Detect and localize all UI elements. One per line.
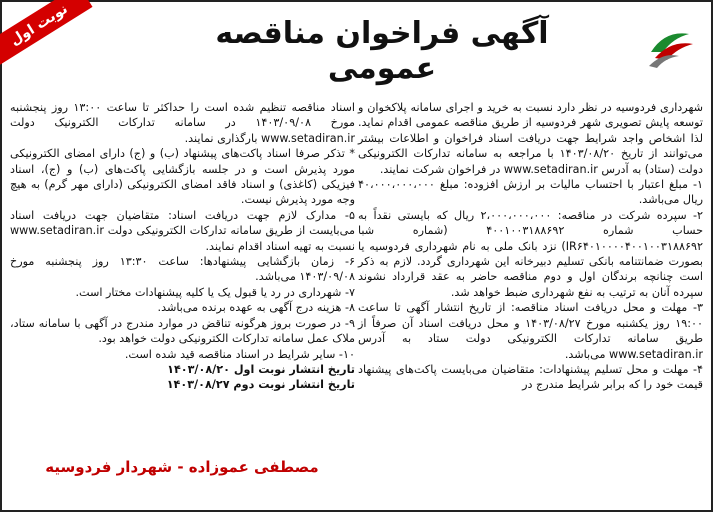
item-8-cost: ۸- هزینه درج آگهی به عهده برنده می‌باشد. <box>157 301 355 315</box>
first-publication-date: تاریخ انتشار نوبت اول ۱۴۰۳/۰۸/۲۰ <box>167 362 355 376</box>
right-column <box>358 100 703 393</box>
paragraph-intro: شهرداری فردوسیه در نظر دارد نسبت به خرید و اجرای سامانه پلاکخوان و توسعه پایش تصویری شهر فردوسیه از طریق مناقصه عمومی اقدام نماید. لذا اشخاص واجد شرایط جهت دریافت اسناد فراخوان و اطلاعات بیشتر می‌توانند از تاریخ ۱۴۰۳/۰۸/۲۰ با مراجعه به سامانه تدارکات الکترونیکی دولت (ستاد) به آدرس www.setadiran.ir در فراخوان شرکت نمایند. <box>358 101 703 176</box>
municipality-logo-icon <box>645 22 697 74</box>
second-publication-date: تاریخ انتشار نوبت دوم ۱۴۰۳/۰۸/۲۷ <box>166 378 355 392</box>
item-2-deposit: ۲- سپرده شرکت در مناقصه: ۲،۰۰۰،۰۰۰،۰۰۰ ریال که بایستی نقداً به حساب شماره ۴۰۰۱۰۰۳۱۸۸۶۹۲ (شماره شبا IR۶۴۰۱۰۰۰۰۴۰۰۱۰۰۳۱۸۸۶۹۲) نزد بانک ملی به نام شهرداری فردوسیه یا بصورت ضمانتنامه بانکی تسلیم دبیرخانه این شهرداری گردد. لازم به ذکر است چنانچه برندگان اول و دوم مناقصه حاضر به عقد قرارداد نشوند سپرده آنان به ترتیب به نفع شهرداری ضبط خواهد شد. <box>358 208 704 299</box>
item-5-requirements: ۵- مدارک لازم جهت دریافت اسناد: متقاضیان جهت دریافت اسناد می‌بایست از طریق سامانه تدارکات الکترونیکی دولت www.setadiran.ir نسبت به تهیه اسناد اقدام نمایند. <box>10 208 355 253</box>
item-9-conflict: ۹- در صورت بروز هرگونه تناقض در موارد مندرج در آگهی با سامانه ستاد، ملاک عمل سامانه تدارکات الکترونیکی دولت خواهد بود. <box>10 316 355 346</box>
left-column <box>10 100 355 393</box>
item-4-submission: ۴- مهلت و محل تسلیم پیشنهادات: متقاضیان می‌بایست پاکت‌های پیشنهاد قیمت خود را که برابر شرایط مندرج در <box>358 362 703 392</box>
first-publication-ribbon: نوبت اول <box>0 0 93 65</box>
note-electronic-signature: * تذکر صرفا اسناد پاکت‌های پیشنهاد (ب) و (ج) دارای امضای الکترونیکی مورد پذیرش است و در جلسه بازگشایی پاکت‌های (ب) و (ج)، اسناد فیزیکی (کاغذی) و اسناد فاقد امضای الکترونیکی (دارای مهر گرم) به هیچ وجه مورد پذیرش نیست. <box>10 147 355 207</box>
item-6-opening-time: ۶- زمان بازگشایی پیشنهادها: ساعت ۱۳:۳۰ روز پنجشنبه مورخ ۱۴۰۳/۰۹/۰۸ می‌باشد. <box>10 255 355 284</box>
signature: مصطفی عموزاده - شهردار فردوسیه <box>45 458 319 476</box>
page-title: آگهی فراخوان مناقصه عمومی <box>215 16 549 86</box>
item-10-other: ۱۰- سایر شرایط در اسناد مناقصه قید شده است. <box>124 347 355 361</box>
submission-continued: اسناد مناقصه تنظیم شده است را حداکثر تا ساعت ۱۳:۰۰ روز پنجشنبه مورخ ۱۴۰۳/۰۹/۰۸ در سامانه تدارکات الکترونیک دولت www.setadiran.ir بارگذاری نمایند. <box>10 101 355 145</box>
item-7-rights: ۷- شهرداری در رد یا قبول یک یا کلیه پیشنهادات مختار است. <box>75 285 355 299</box>
item-3-documents: ۳- مهلت و محل دریافت اسناد مناقصه: از تاریخ انتشار آگهی تا ساعت ۱۹:۰۰ روز یکشنبه مورخ ۱۴۰۳/۰۸/۲۷ و محل دریافت اسناد آن صرفاً از طریق سامانه تدارکات الکترونیکی دولت ستاد به آدرس www.setadiran.ir می‌باشد. <box>358 301 703 361</box>
item-1-budget: ۱- مبلغ اعتبار با احتساب مالیات بر ارزش افزوده: مبلغ ۴۰،۰۰۰،۰۰۰،۰۰۰ ریال می‌باشد. <box>358 178 703 207</box>
